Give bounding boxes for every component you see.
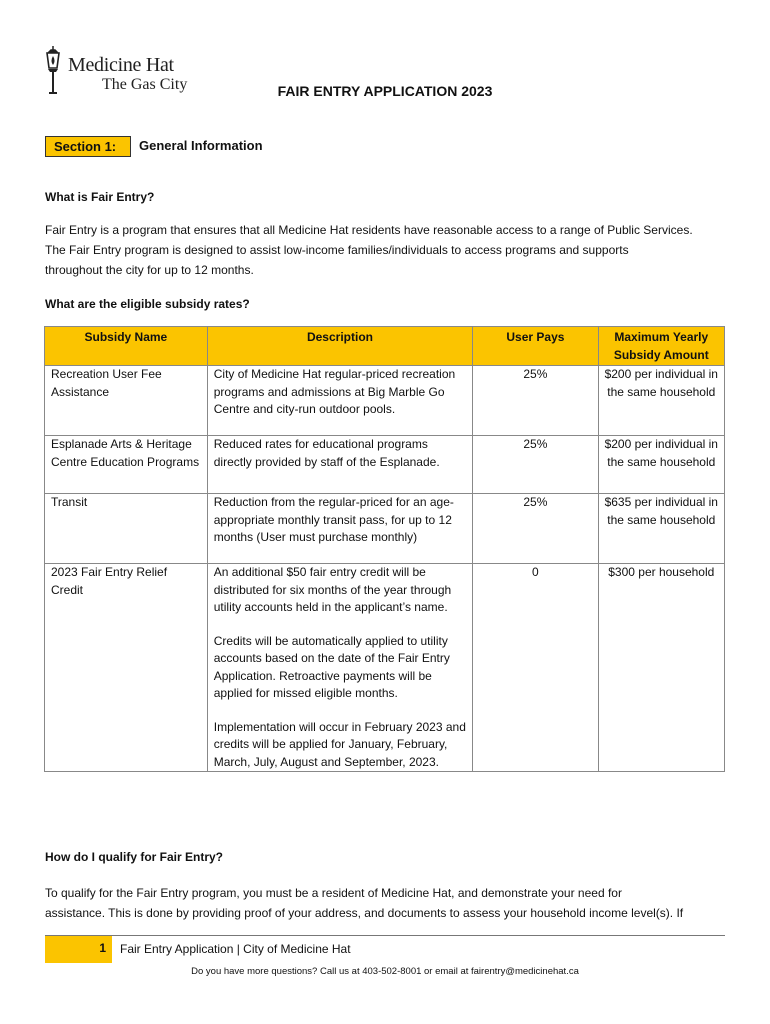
page-number: 1 xyxy=(45,936,112,963)
logo-line2: The Gas City xyxy=(102,76,188,93)
user-pays: 25% xyxy=(473,366,598,436)
user-pays: 25% xyxy=(473,494,598,564)
qualify-paragraph xyxy=(45,883,735,923)
header-user-pays: User Pays xyxy=(473,327,598,366)
logo-line1: Medicine Hat xyxy=(68,54,174,76)
description-paragraph: Implementation will occur in February 2023 and credits will be applied for January, February, March, July, August and September, 2023. xyxy=(213,719,466,769)
qualify-line1: To qualify for the Fair Entry program, you must be a resident of Medicine Hat, and demonstrate your need for xyxy=(45,886,622,900)
max-subsidy: $635 per individual in the same household xyxy=(598,494,724,564)
table-row xyxy=(45,366,725,436)
qualify-heading: How do I qualify for Fair Entry? xyxy=(45,850,224,864)
table-row xyxy=(45,564,725,772)
max-subsidy: $200 per individual in the same household xyxy=(598,366,724,436)
description-paragraph: Reduced rates for educational programs directly provided by staff of the Esplanade. xyxy=(213,437,440,469)
description-paragraph: Reduction from the regular-priced for an age-appropriate monthly transit pass, for up to 12 months (User must purchase monthly) xyxy=(213,495,454,544)
qualify-line2: assistance. This is done by providing proof of your address, and documents to assess your household income level(s). If xyxy=(45,906,684,920)
footer-divider xyxy=(45,935,725,936)
page-title: FAIR ENTRY APPLICATION 2023 xyxy=(277,83,493,99)
description-paragraph: Credits will be automatically applied to utility accounts based on the date of the Fair Entry Application. Retroactive payments will be applied for missed eligible months. xyxy=(213,633,450,700)
what-is-line1: Fair Entry is a program that ensures that all Medicine Hat residents have reasonable access to a range of Public Services. xyxy=(45,223,693,237)
table-row xyxy=(45,436,725,494)
footer-questions: Do you have more questions? Call us at 403-502-8001 or email at fairentry@medicinehat.ca xyxy=(191,966,579,977)
header-description: Description xyxy=(207,327,473,366)
max-subsidy: $200 per individual in the same household xyxy=(598,436,724,494)
subsidy-description xyxy=(207,564,473,772)
section-title: General Information xyxy=(139,138,263,153)
max-subsidy: $300 per household xyxy=(598,564,724,772)
user-pays: 0 xyxy=(473,564,598,772)
table-row xyxy=(45,494,725,564)
subsidy-name: Esplanade Arts & Heritage Centre Education Programs xyxy=(45,436,208,494)
subsidy-name: 2023 Fair Entry Relief Credit xyxy=(45,564,208,772)
subsidy-name: Transit xyxy=(45,494,208,564)
subsidy-description xyxy=(207,366,473,436)
header-subsidy-name: Subsidy Name xyxy=(45,327,208,366)
subsidy-name: Recreation User Fee Assistance xyxy=(45,366,208,436)
description-paragraph: An additional $50 fair entry credit will be distributed for six months of the year through utility accounts held in the applicant’s name. xyxy=(213,565,452,614)
subsidy-table xyxy=(44,326,725,772)
user-pays: 25% xyxy=(473,436,598,494)
subsidy-description xyxy=(207,494,473,564)
what-is-paragraph xyxy=(45,220,735,280)
what-is-line3: throughout the city for up to 12 months. xyxy=(45,263,254,277)
description-paragraph: City of Medicine Hat regular-priced recreation programs and admissions at Big Marble Go Centre and city-run outdoor pools. xyxy=(213,367,456,416)
rates-heading: What are the eligible subsidy rates? xyxy=(45,297,250,311)
subsidy-description xyxy=(207,436,473,494)
table-header-row xyxy=(45,327,725,366)
what-is-line2: The Fair Entry program is designed to assist low-income families/individuals to access programs and supports xyxy=(45,243,629,257)
footer-text: Fair Entry Application | City of Medicine Hat xyxy=(120,942,351,956)
section-label: Section 1: xyxy=(45,136,131,157)
what-is-heading: What is Fair Entry? xyxy=(45,190,155,204)
header-max-subsidy: Maximum Yearly Subsidy Amount xyxy=(598,327,724,366)
